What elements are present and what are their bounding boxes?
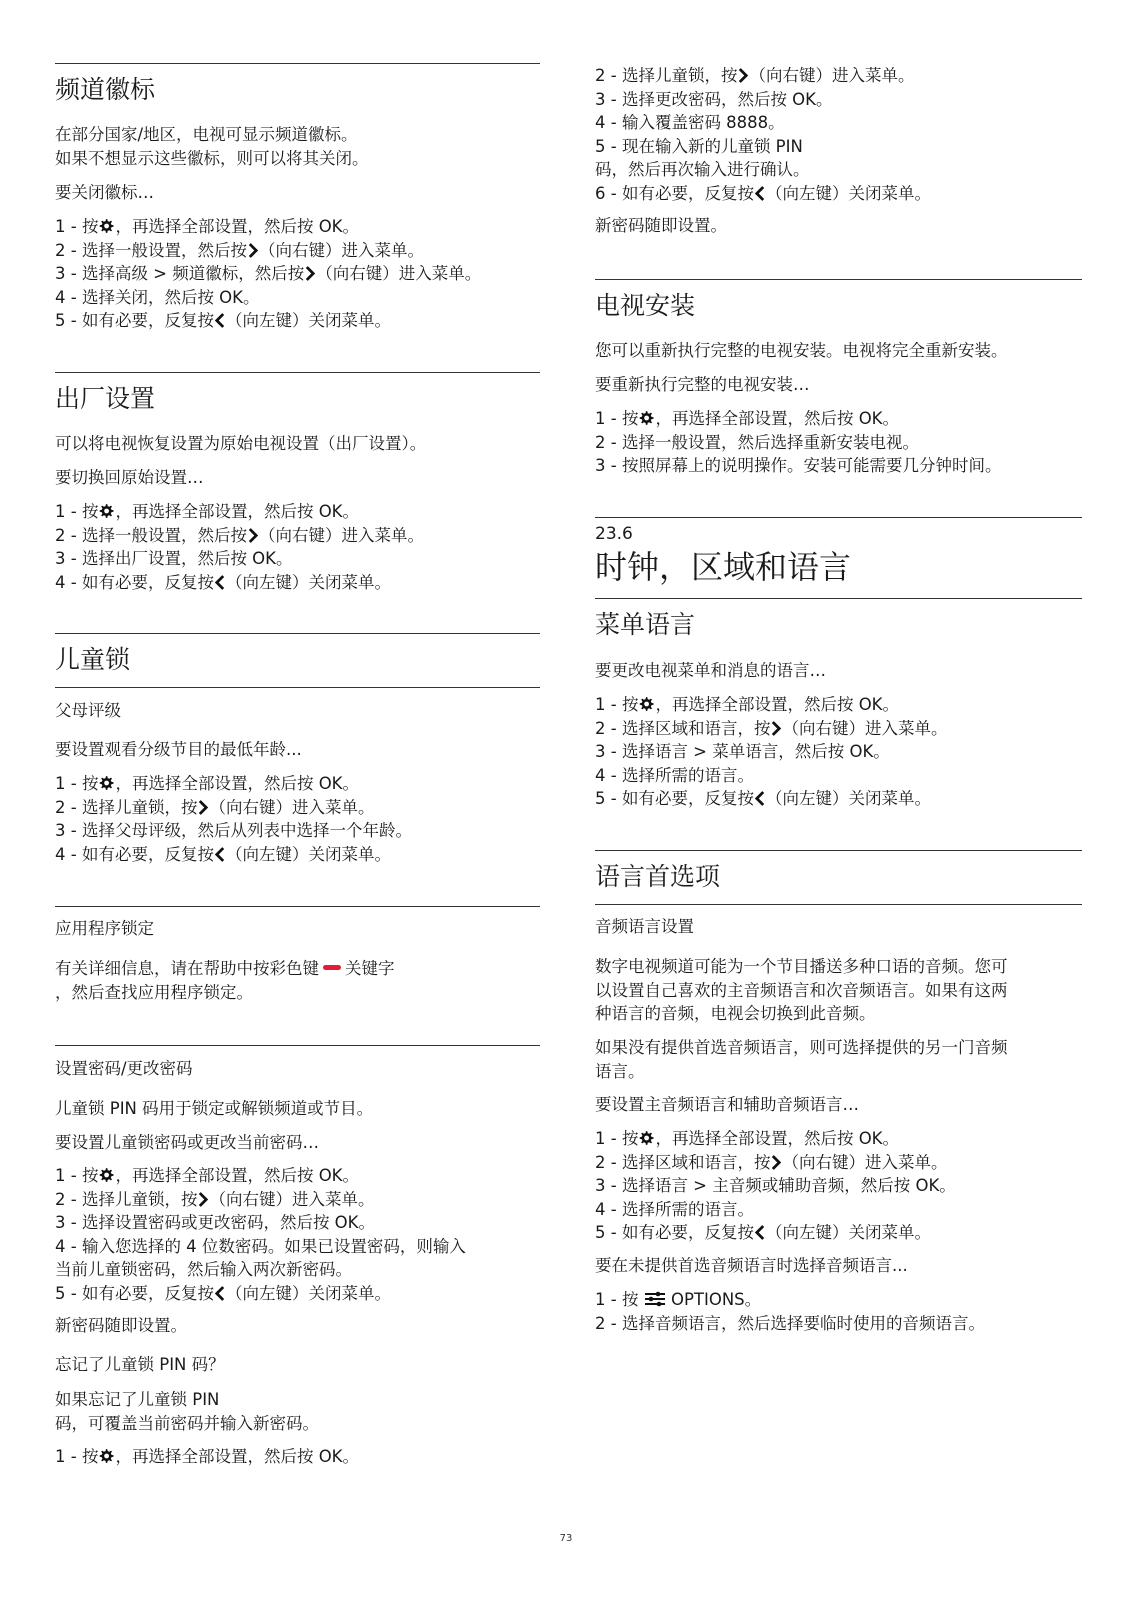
subsection-title-pin: 设置密码/更改密码 — [55, 1059, 193, 1078]
pin-intro: 儿童锁 PIN 码用于锁定或解锁频道或节目。 — [55, 1099, 374, 1118]
chevron-left-icon — [754, 1225, 766, 1240]
pin-done: 新密码随即设置。 — [55, 1316, 187, 1335]
chevron-right-icon — [304, 266, 316, 281]
forgot-pin-steps: 1 - 按 ，再选择全部设置，然后按 OK。 — [55, 1447, 360, 1466]
factory-steps: 1 - 按 ，再选择全部设置，然后按 OK。 2 - 选择一般设置，然后按 （向右键）进入菜单。 3 - 选择出厂设置，然后按 OK。 4 - 如有必要，反复按 （向左键）关闭菜单。 — [55, 502, 424, 592]
chapter-divider — [595, 517, 1082, 518]
chevron-left-icon — [214, 1286, 226, 1301]
chevron-left-icon — [214, 575, 226, 590]
factory-lead: 要切换回原始设置… — [55, 468, 204, 487]
section-title-child-lock: 儿童锁 — [55, 645, 131, 674]
chevron-right-icon — [737, 68, 749, 83]
parental-steps: 1 - 按 ，再选择全部设置，然后按 OK。 2 - 选择儿童锁，按 （向右键）进入菜单。 3 - 选择父母评级，然后从列表中选择一个年龄。 4 - 如有必要，反复按 （向左键）关闭菜单。 — [55, 774, 412, 864]
pin-steps: 1 - 按 ，再选择全部设置，然后按 OK。 2 - 选择儿童锁，按 （向右键）进入菜单。 3 - 选择设置密码或更改密码，然后按 OK。 4 - 输入您选择的 4 位数密码。如果已设置密码，则输入 当前儿童锁密码，然后输入两次新密码。 5 - 如有必要，反复按 （向左键）关闭菜单。 — [55, 1166, 466, 1303]
section-divider — [55, 633, 540, 634]
chevron-right-icon — [247, 528, 259, 543]
chapter-title: 时钟，区域和语言 — [595, 548, 852, 586]
section-divider — [55, 63, 540, 64]
section-title-language-preferences: 语言首选项 — [595, 862, 721, 891]
chevron-left-icon — [214, 313, 226, 328]
subsection-title-app-lock: 应用程序锁定 — [55, 919, 154, 938]
channel-logo-intro: 在部分国家/地区，电视可显示频道徽标。 如果不想显示这些徽标，则可以将其关闭。 — [55, 125, 369, 168]
chevron-right-icon — [247, 243, 259, 258]
subsection-title-audio-language: 音频语言设置 — [595, 917, 694, 936]
audio-language-para1: 数字电视频道可能为一个节目播送多种口语的音频。您可 以设置自己喜欢的主音频语言和次音频语言。如果有这两 种语言的音频，电视会切换到此音频。 — [595, 957, 1008, 1023]
factory-intro: 可以将电视恢复设置为原始电视设置（出厂设置）。 — [55, 434, 427, 453]
menu-language-lead: 要更改电视菜单和消息的语言… — [595, 661, 826, 680]
subsection-divider — [55, 906, 540, 907]
pin-continued-steps: 2 - 选择儿童锁，按 （向右键）进入菜单。 3 - 选择更改密码，然后按 OK。 4 - 输入覆盖密码 8888。 5 - 现在输入新的儿童锁 PIN 码，然后再次输入进行确认。 6 - 如有必要，反复按 （向左键）关闭菜单。 — [595, 66, 931, 203]
section-title-channel-logo: 频道徽标 — [55, 75, 156, 104]
gear-icon — [98, 775, 115, 791]
audio-language-para2: 如果没有提供首选音频语言，则可选择提供的另一门音频 语言。 — [595, 1038, 1008, 1081]
gear-icon — [98, 503, 115, 519]
chevron-right-icon — [770, 721, 782, 736]
menu-language-steps: 1 - 按 ，再选择全部设置，然后按 OK。 2 - 选择区域和语言，按 （向右键）进入菜单。 3 - 选择语言 > 菜单语言，然后按 OK。 4 - 选择所需的语言。 5 - 如有必要，反复按 （向左键）关闭菜单。 — [595, 695, 948, 808]
audio-language-steps: 1 - 按 ，再选择全部设置，然后按 OK。 2 - 选择区域和语言，按 （向右键）进入菜单。 3 - 选择语言 > 主音频或辅助音频，然后按 OK。 4 - 选择所需的语言。 5 - 如有必要，反复按 （向左键）关闭菜单。 — [595, 1129, 956, 1242]
chevron-right-icon — [770, 1155, 782, 1170]
reinstall-steps: 1 - 按 ，再选择全部设置，然后按 OK。 2 - 选择一般设置，然后选择重新安装电视。 3 - 按照屏幕上的说明操作。安装可能需要几分钟时间。 — [595, 409, 1002, 475]
section-divider — [55, 372, 540, 373]
subsection-divider — [55, 1045, 540, 1046]
forgot-pin-title: 忘记了儿童锁 PIN 码？ — [55, 1355, 225, 1374]
section-divider — [595, 598, 1082, 599]
options-icon — [644, 1291, 666, 1307]
chevron-left-icon — [214, 847, 226, 862]
pin-lead: 要设置儿童锁密码或更改当前密码… — [55, 1133, 319, 1152]
channel-logo-steps: 1 - 按 ，再选择全部设置，然后按 OK。 2 - 选择一般设置，然后按 （向右键）进入菜单。 3 - 选择高级 > 频道徽标，然后按 （向右键）进入菜单。 4 - 选择关闭，然后按 OK。 5 - 如有必要，反复按 （向左键）关闭菜单。 — [55, 217, 482, 330]
subsection-divider — [595, 904, 1082, 905]
pin-continued-done: 新密码随即设置。 — [595, 216, 727, 235]
section-divider — [595, 279, 1082, 280]
audio-language-lead2: 要在未提供首选音频语言时选择音频语言... — [595, 1256, 908, 1275]
subsection-divider — [55, 687, 540, 688]
red-color-key-icon — [323, 965, 341, 970]
page-number: 73 — [559, 1533, 573, 1544]
gear-icon — [638, 410, 655, 426]
app-lock-text: 有关详细信息，请在帮助中按彩色键 关键字 ，然后查找应用程序锁定。 — [55, 959, 395, 1002]
gear-icon — [638, 1130, 655, 1146]
subsection-title-parental: 父母评级 — [55, 701, 121, 720]
reinstall-intro: 您可以重新执行完整的电视安装。电视将完全重新安装。 — [595, 341, 1008, 360]
chapter-number: 23.6 — [595, 524, 633, 544]
parental-lead: 要设置观看分级节目的最低年龄... — [55, 740, 302, 759]
gear-icon — [98, 218, 115, 234]
chevron-right-icon — [197, 800, 209, 815]
chevron-left-icon — [754, 791, 766, 806]
chevron-right-icon — [197, 1192, 209, 1207]
gear-icon — [638, 696, 655, 712]
audio-language-lead: 要设置主音频语言和辅助音频语言… — [595, 1095, 859, 1114]
audio-options-steps: 1 - 按 OPTIONS。 2 - 选择音频语言，然后选择要临时使用的音频语言。 — [595, 1290, 985, 1333]
chevron-left-icon — [754, 186, 766, 201]
forgot-pin-text: 如果忘记了儿童锁 PIN 码，可覆盖当前密码并输入新密码。 — [55, 1390, 319, 1433]
channel-logo-lead: 要关闭徽标… — [55, 183, 154, 202]
section-divider — [595, 850, 1082, 851]
reinstall-lead: 要重新执行完整的电视安装… — [595, 375, 810, 394]
section-title-reinstall: 电视安装 — [595, 291, 696, 320]
gear-icon — [98, 1448, 115, 1464]
section-title-menu-language: 菜单语言 — [595, 610, 696, 639]
section-title-factory: 出厂设置 — [55, 384, 156, 413]
gear-icon — [98, 1167, 115, 1183]
